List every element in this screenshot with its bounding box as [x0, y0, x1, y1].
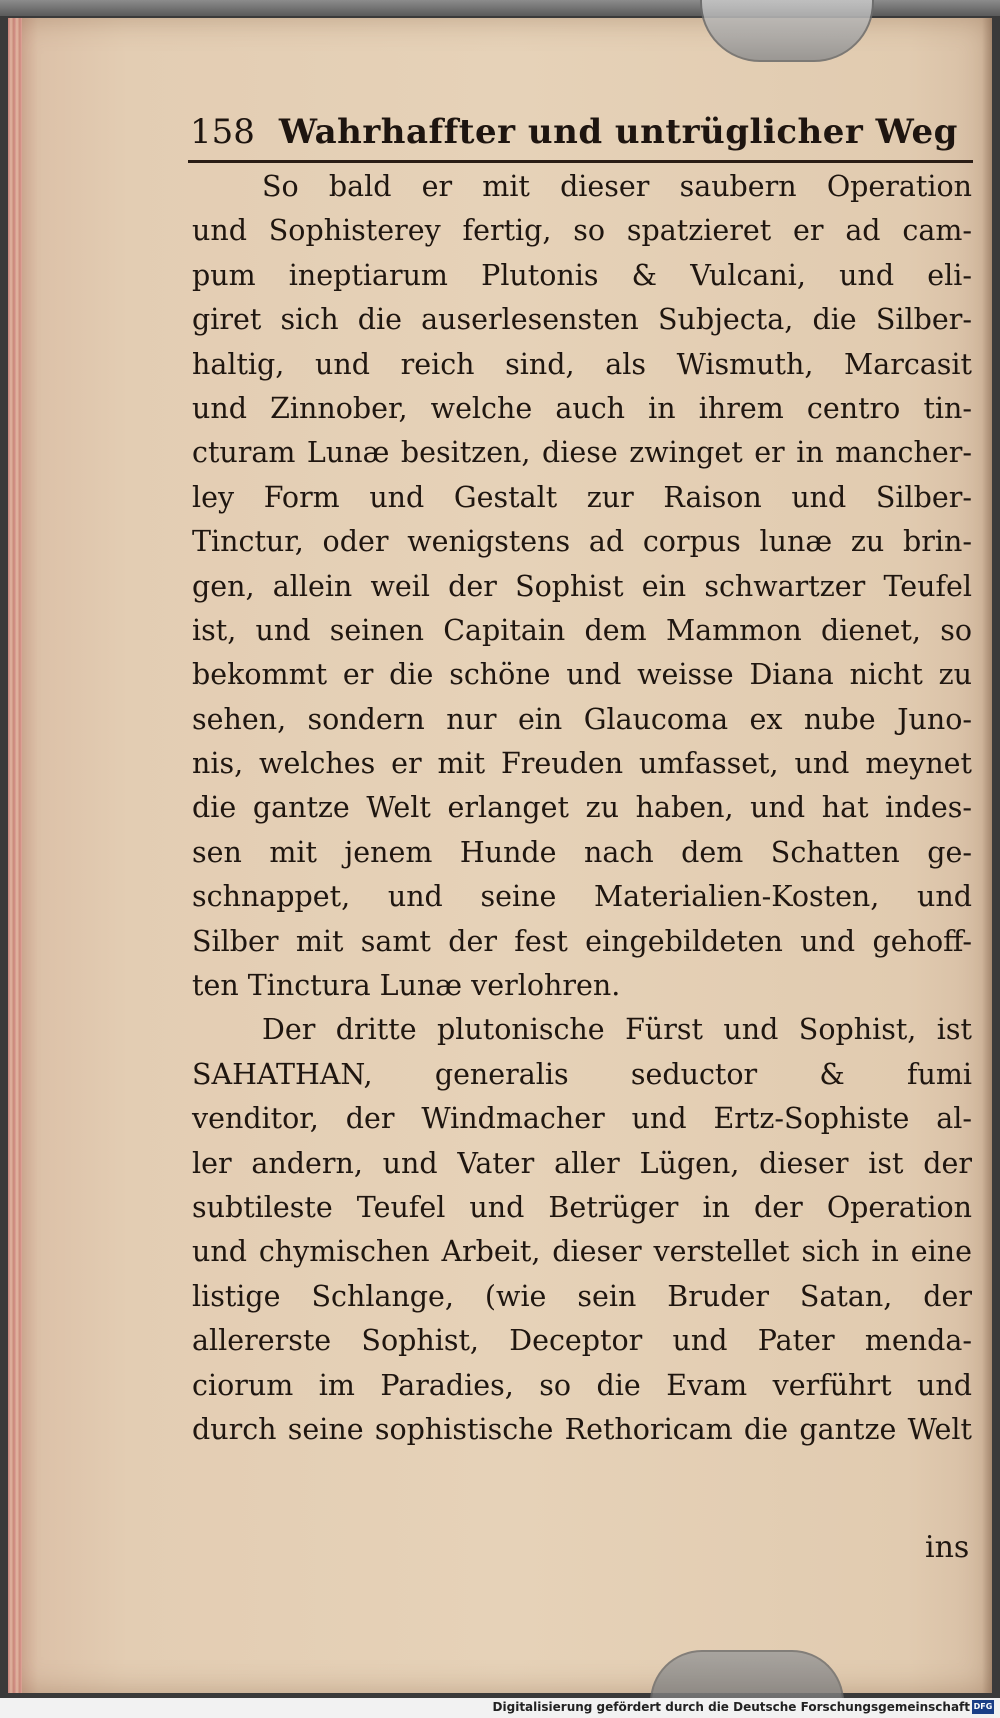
text-line: cturam Lunæ besitzen, diese zwinget er in mancher-: [192, 436, 972, 470]
text-line: ler andern, und Vater aller Lügen, dieser ist der: [192, 1146, 972, 1180]
text-line: venditor, der Windmacher und Ertz-Sophiste al-: [192, 1102, 972, 1136]
text-line: So bald er mit dieser saubern Operation: [262, 170, 972, 203]
text-line: bekommt er die schöne und weisse Diana nicht zu: [192, 658, 972, 692]
running-head: Wahrhaffter und untrüglicher Weg: [278, 112, 958, 152]
text-line: listige Schlange, (wie sein Bruder Satan, der: [192, 1279, 972, 1313]
text-line: Silber mit samt der fest eingebildeten und gehoff-: [192, 924, 972, 958]
body-text: [192, 165, 972, 1452]
page-number: 158: [190, 112, 255, 152]
text-line: pum ineptiarum Plutonis & Vulcani, und eli-: [192, 258, 972, 292]
text-line: giret sich die auserlesensten Subjecta, die Silber-: [192, 303, 972, 337]
text-line: ciorum im Paradies, so die Evam verführt und: [192, 1368, 972, 1402]
text-line: und chymischen Arbeit, dieser verstellet sich in eine: [192, 1235, 972, 1269]
catchword: ins: [925, 1530, 970, 1565]
page-edge-decoration: [8, 18, 22, 1693]
page-header: [190, 112, 970, 162]
text-line: nis, welches er mit Freuden umfasset, und meynet: [192, 747, 972, 781]
text-line: durch seine sophistische Rethoricam die gantze Welt: [192, 1412, 972, 1446]
text-line: ten Tinctura Lunæ verlohren.: [192, 969, 621, 1003]
header-rule: [188, 160, 973, 163]
text-line: haltig, und reich sind, als Wismuth, Marcasit: [192, 347, 972, 381]
text-line: und Zinnober, welche auch in ihrem centro tin-: [192, 391, 972, 425]
text-line: subtileste Teufel und Betrüger in der Operation: [192, 1190, 972, 1224]
text-line: und Sophisterey fertig, so spatzieret er ad cam-: [192, 214, 972, 248]
text-line: die gantze Welt erlanget zu haben, und hat indes-: [192, 791, 972, 825]
text-line: gen, allein weil der Sophist ein schwartzer Teufel: [192, 569, 972, 603]
text-line: Tinctur, oder wenigstens ad corpus lunæ zu brin-: [192, 525, 972, 559]
text-line: allererste Sophist, Deceptor und Pater menda-: [192, 1324, 972, 1358]
book-clip-bottom: [650, 1650, 844, 1702]
dfg-logo: DFG: [972, 1700, 994, 1714]
text-line: sen mit jenem Hunde nach dem Schatten ge-: [192, 835, 972, 869]
text-line: schnappet, und seine Materialien-Kosten, und: [192, 880, 972, 914]
footer-credit: Digitalisierung gefördert durch die Deutsche Forschungsgemeinschaft: [492, 1700, 970, 1714]
text-line: Der dritte plutonische Fürst und Sophist, ist: [262, 1013, 972, 1047]
page-gutter-shadow: [982, 18, 992, 1693]
text-line: sehen, sondern nur ein Glaucoma ex nube Juno-: [192, 702, 972, 736]
text-line: ley Form und Gestalt zur Raison und Silber-: [192, 480, 972, 514]
text-line: ist, und seinen Capitain dem Mammon dienet, so: [192, 613, 972, 647]
text-line: SAHATHAN, generalis seductor & fumi: [192, 1057, 972, 1091]
